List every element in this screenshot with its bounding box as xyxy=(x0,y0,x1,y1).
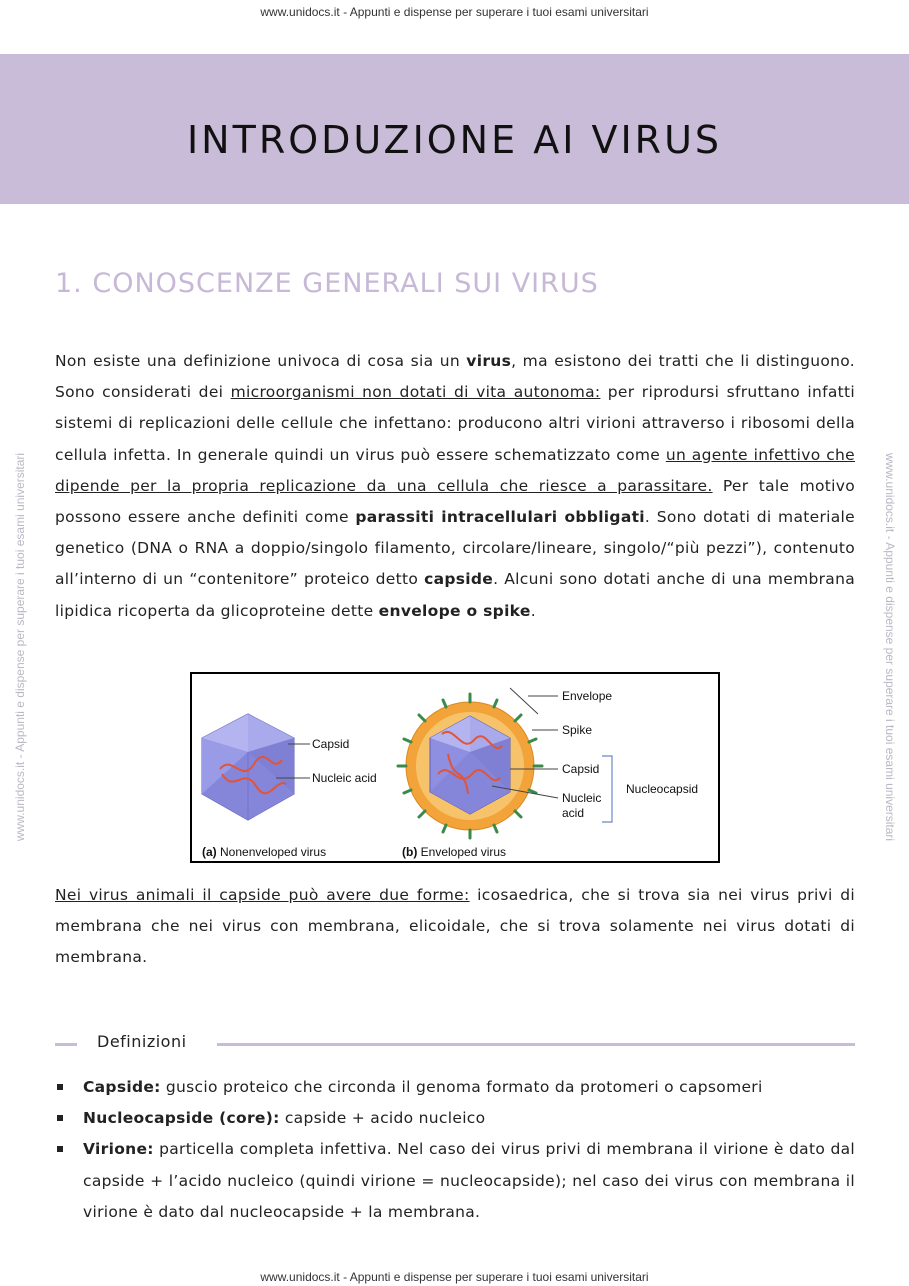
definition-text: capside + acido nucleico xyxy=(279,1109,486,1128)
definition-term: Capside: xyxy=(83,1078,161,1096)
label-nucleic-b2: acid xyxy=(562,806,585,820)
label-capsid-b: Capsid xyxy=(562,762,600,776)
label-capsid-a: Capsid xyxy=(312,737,350,751)
watermark-right: www.unidocs.it - Appunti e dispense per superare i tuoi esami universitari xyxy=(883,452,897,842)
text: per riprodursi sfruttano infatti sistemi di replicazioni delle cellule che infettano: producono altri virioni attraverso i ribosomi della cellula infetta. In generale quindi un virus può essere schematizzato come xyxy=(55,383,856,464)
nonenveloped-virus-illustration xyxy=(202,714,310,820)
watermark-bottom: www.unidocs.it - Appunti e dispense per superare i tuoi esami universitari xyxy=(260,1270,649,1284)
definition-item xyxy=(55,1134,855,1228)
text: . Sono dotati di materiale genetico (DNA o RNA a doppio/singolo filamento, circolare/lineare, singolo/“più pezzi”), contenuto all’interno di un “contenitore” proteico detto xyxy=(55,508,855,589)
text: icosaedrica, che si trova sia nei virus privi di membrana che nei virus con membrana, elicoidale, che si trova solamente nei virus dotati di membrana. xyxy=(55,886,855,967)
definitions-title: Definizioni xyxy=(97,1032,187,1051)
definition-text: guscio proteico che circonda il genoma formato da protomeri o capsomeri xyxy=(160,1078,763,1096)
definition-term: Nucleocapside (core): xyxy=(83,1109,280,1128)
page-title: INTRODUZIONE AI VIRUS xyxy=(186,118,723,162)
definition-item xyxy=(55,1072,855,1103)
section-title: 1. CONOSCENZE GENERALI SUI VIRUS xyxy=(55,268,599,299)
caption-a-text: Nonenveloped virus xyxy=(216,845,327,859)
paragraph-capsid-forms xyxy=(55,880,855,974)
label-nucleic-b1: Nucleic xyxy=(562,791,602,805)
text: , ma esistono dei tratti che li distinguono. Sono considerati dei xyxy=(55,352,855,402)
underlined-text: un agente infettivo che dipende per la propria replicazione da una cellula che riesce a parassitare. xyxy=(55,445,855,495)
caption-b xyxy=(402,845,506,859)
definition-item xyxy=(55,1103,855,1134)
text: Non esiste una definizione univoca di cosa sia un xyxy=(55,352,467,370)
caption-b-text: Enveloped virus xyxy=(417,845,507,859)
definition-text: particella completa infettiva. Nel caso dei virus privi di membrana il virione è dato dal capside + l’acido nucleico (quindi virione = nucleocapside); nel caso dei virus con membrana il virione è dato dal nucleocapside + la membrana. xyxy=(83,1140,855,1221)
caption-a xyxy=(202,845,326,859)
text: Per tale motivo possono essere anche definiti come xyxy=(55,476,855,527)
divider-left xyxy=(55,1043,77,1046)
definition-term: Virione: xyxy=(83,1140,154,1159)
term-envelope: envelope o spike xyxy=(378,601,531,620)
paragraph-general xyxy=(55,346,855,627)
term-capside: capside xyxy=(424,570,494,589)
watermark-top: www.unidocs.it - Appunti e dispense per superare i tuoi esami universitari xyxy=(260,5,649,19)
definitions-list xyxy=(55,1072,855,1228)
term-parassiti: parassiti intracellulari obbligati xyxy=(355,508,645,527)
label-spike: Spike xyxy=(562,723,593,737)
definitions-header xyxy=(55,1032,855,1056)
label-nucleic-acid-a: Nucleic acid xyxy=(312,771,377,785)
underlined-text: Nei virus animali il capside può avere due forme: xyxy=(55,886,470,904)
caption-b-letter: (b) xyxy=(402,845,418,859)
underlined-text: microorganismi non dotati di vita autonoma: xyxy=(230,383,601,402)
caption-a-letter: (a) xyxy=(202,845,217,859)
virus-diagram xyxy=(192,674,718,861)
term-virus: virus xyxy=(466,352,512,370)
label-nucleocapsid: Nucleocapsid xyxy=(626,782,699,796)
divider-right xyxy=(217,1043,855,1046)
virus-figure xyxy=(190,672,720,863)
text: . Alcuni sono dotati anche di una membrana lipidica ricoperta da glicoproteine dette xyxy=(55,570,855,620)
watermark-left: www.unidocs.it - Appunti e dispense per superare i tuoi esami universitari xyxy=(13,452,27,842)
text: . xyxy=(530,601,536,620)
label-envelope: Envelope xyxy=(562,689,613,703)
